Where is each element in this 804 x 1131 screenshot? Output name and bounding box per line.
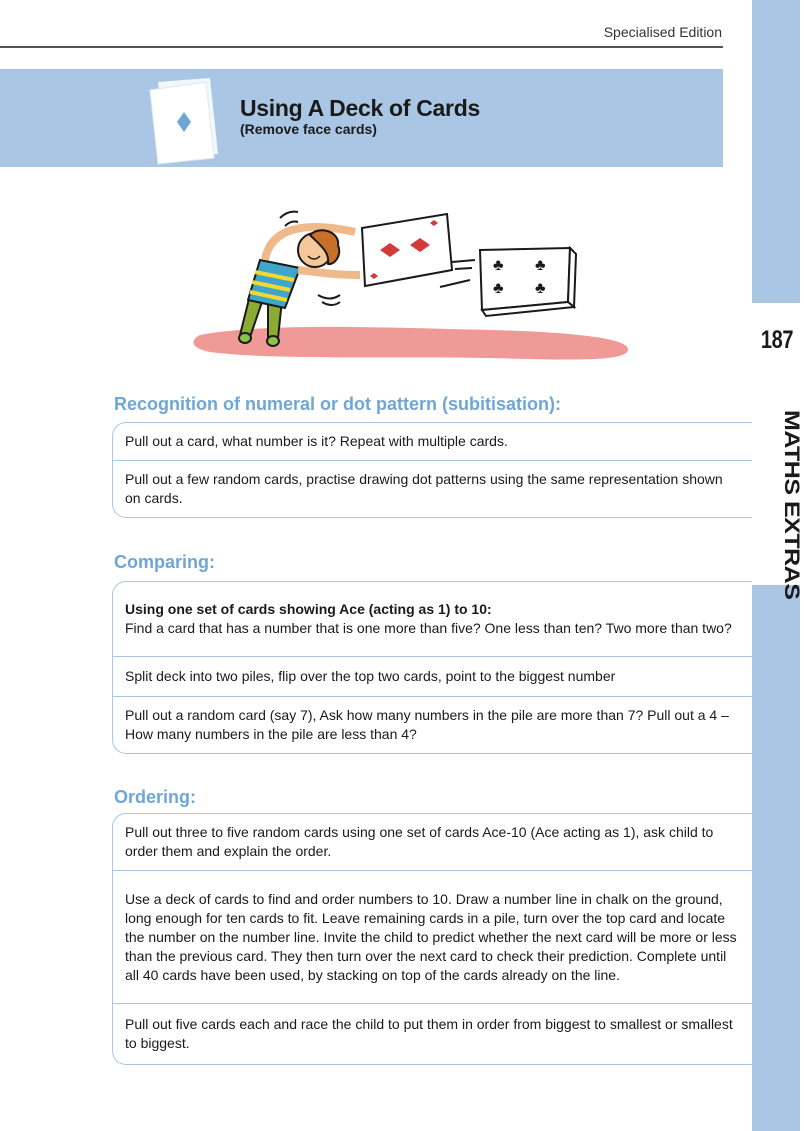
comparing-activities-table bbox=[112, 581, 752, 754]
side-strip-bottom bbox=[752, 585, 800, 1131]
svg-text:♣: ♣ bbox=[493, 280, 504, 297]
activity-heading: Using one set of cards showing Ace (acting as 1) to 10: bbox=[125, 601, 492, 617]
activity-text: Pull out a random card (say 7), Ask how many numbers in the pile are more than 7? Pull out a 4 – How many numbers in the pile are less than 4? bbox=[125, 707, 729, 742]
activity-row bbox=[113, 871, 752, 1004]
page-number: 187 bbox=[760, 326, 794, 354]
section-heading-comparing: Comparing: bbox=[114, 552, 215, 572]
activity-row bbox=[113, 657, 752, 697]
activity-text: Pull out five cards each and race the child to put them in order from biggest to smallest or smallest to biggest. bbox=[125, 1016, 733, 1051]
activity-text: Split deck into two piles, flip over the top two cards, point to the biggest number bbox=[125, 668, 616, 684]
activity-text: Pull out a few random cards, practise drawing dot patterns using the same representation shown on cards. bbox=[125, 471, 723, 506]
svg-text:♣: ♣ bbox=[535, 257, 546, 274]
svg-text:♣: ♣ bbox=[493, 257, 504, 274]
two-of-diamonds-card bbox=[362, 214, 452, 286]
activity-row bbox=[113, 697, 752, 753]
child-throwing-cards-illustration bbox=[190, 190, 640, 370]
ordering-activities-table bbox=[112, 813, 752, 1065]
page-title: Using A Deck of Cards bbox=[240, 95, 480, 121]
activity-text: Pull out three to five random cards using one set of cards Ace-10 (Ace acting as 1), ask child to order them and explain the order. bbox=[125, 824, 714, 859]
deck-of-cards bbox=[480, 248, 576, 316]
activity-text: Use a deck of cards to find and order numbers to 10. Draw a number line in chalk on the ground, long enough for ten cards to fit. Leave remaining cards in a pile, turn over the top card and locate the number on the number line. Invite the child to predict whether the next card will be more or less than the previous card. They then turn over the next card to check their prediction. Complete until all 40 cards have been used, by stacking on top of the cards already on the line. bbox=[125, 890, 737, 983]
activity-row bbox=[113, 814, 752, 871]
section-heading-recognition: Recognition of numeral or dot pattern (subitisation): bbox=[114, 394, 561, 414]
header-rule bbox=[0, 46, 723, 48]
side-section-title: MATHS EXTRAS bbox=[780, 410, 804, 600]
activity-text: Pull out a card, what number is it? Repeat with multiple cards. bbox=[125, 433, 508, 449]
edition-label: Specialised Edition bbox=[603, 24, 722, 40]
playing-cards-icon bbox=[148, 76, 228, 162]
activity-text: Find a card that has a number that is one more than five? One less than ten? Two more than two? bbox=[125, 620, 732, 636]
activity-row bbox=[113, 1004, 752, 1064]
activity-row bbox=[113, 423, 752, 461]
activity-row bbox=[113, 582, 752, 657]
svg-text:♣: ♣ bbox=[535, 280, 546, 297]
recognition-activities-table bbox=[112, 422, 752, 518]
activity-row bbox=[113, 461, 752, 517]
section-heading-ordering: Ordering: bbox=[114, 787, 197, 807]
page-subtitle: (Remove face cards) bbox=[240, 121, 377, 137]
side-strip-top bbox=[752, 0, 800, 303]
ground-shadow bbox=[193, 327, 628, 360]
